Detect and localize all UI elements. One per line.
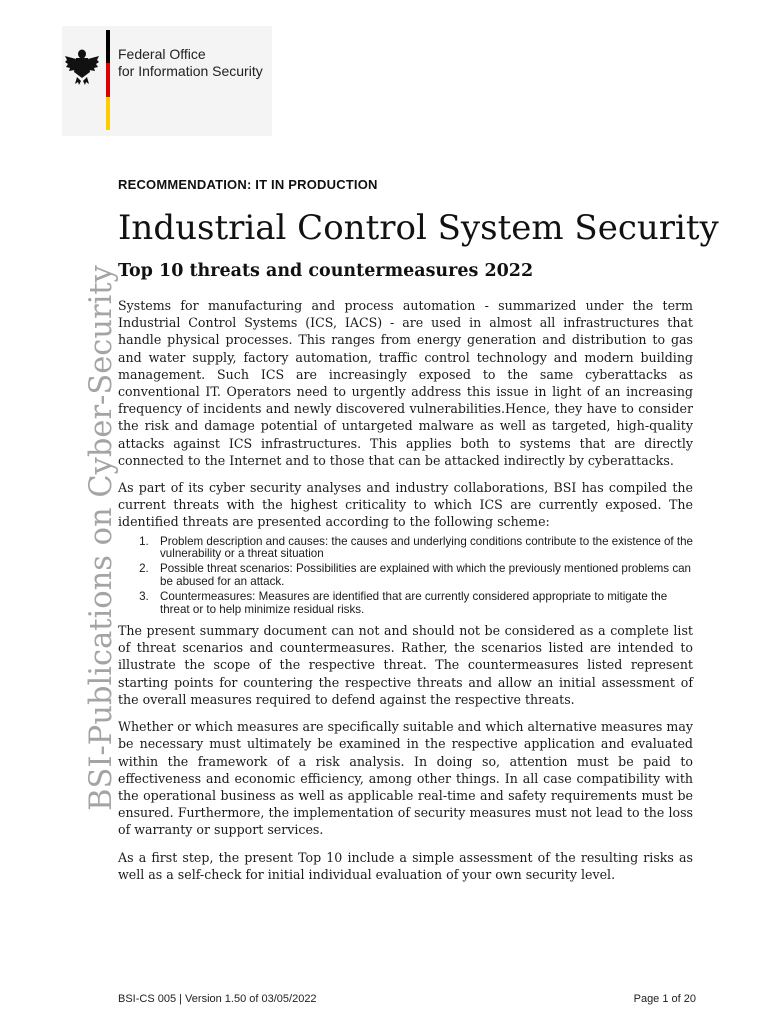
logo-line-1: Federal Office: [118, 46, 206, 62]
list-item: 2. Possible threat scenarios: Possibilities are explained with which the previously mentioned problems can be abused for an attack.: [152, 563, 693, 588]
bsi-logo: [62, 26, 272, 136]
paragraph-summary: The present summary document can not and should not be considered as a complete list of threat scenarios and countermeasures. Rather, the scenarios listed are intended to illustrate the scope of the respective threat. The countermeasures listed represent starting points for countering the respective threats and allow an initial assessment of the overall measures required to defend against the respective threats.: [118, 623, 693, 707]
document-subtitle: Top 10 threats and countermeasures 2022: [118, 261, 534, 281]
flag-stripe-red: [106, 63, 110, 96]
logo-text: [118, 46, 268, 80]
list-item: 1. Problem description and causes: the causes and underlying conditions contribute to the existence of the vulnerability or a threat situation: [152, 536, 693, 561]
paragraph-measures: Whether or which measures are specifically suitable and which alternative measures may be necessary must ultimately be examined in the respective application and evaluated within the framework of a risk analysis. In doing so, attention must be paid to effectiveness and economic efficiency, among other things. In all case compatibility with the operational business as well as applicable real-time and safety requirements must be ensured. Furthermore, the implementation of security measures must not lead to the loss of warranty or support services.: [118, 719, 693, 838]
document-body: [118, 297, 693, 893]
federal-eagle-icon: [64, 46, 100, 86]
list-item: 3. Countermeasures: Measures are identified that are currently considered appropriate to mitigate the threat or to help minimize residual risks.: [152, 591, 693, 616]
paragraph-first-step: As a first step, the present Top 10 include a simple assessment of the resulting risks as well as a self-check for initial individual evaluation of your own security level.: [118, 849, 693, 882]
german-flag-bar: [106, 30, 110, 130]
footer-document-id: BSI-CS 005 | Version 1.50 of 03/05/2022: [118, 993, 317, 1005]
paragraph-scheme: As part of its cyber security analyses and industry collaborations, BSI has compiled the current threats with the highest criticality to which ICS are currently exposed. The identified threats are presented according to the following scheme:: [118, 480, 693, 530]
document-category: RECOMMENDATION: IT IN PRODUCTION: [118, 177, 378, 192]
document-title: Industrial Control System Security: [118, 208, 719, 248]
footer-page-number: Page 1 of 20: [633, 993, 696, 1005]
scheme-list: [118, 536, 693, 616]
side-publication-title: BSI-Publications on Cyber-Security: [84, 265, 119, 811]
flag-stripe-black: [106, 30, 110, 63]
flag-stripe-gold: [106, 97, 110, 130]
logo-line-2: for Information Security: [118, 63, 263, 79]
paragraph-intro: Systems for manufacturing and process automation - summarized under the term Industrial Control Systems (ICS, IACS) - are used in almost all infrastructures that handle physical processes. This ranges from energy generation and distribution to gas and water supply, factory automation, traffic control technology and modern building management. Such ICS are increasingly exposed to the same cyberattacks as conventional IT. Operators need to urgently address this issue in light of an increasing frequency of incidents and newly discovered vulnerabilities.Hence, they have to consider the risk and damage potential of untargeted malware as well as targeted, high-quality attacks against ICS infrastructures. This applies both to systems that are directly connected to the Internet and to those that can be attacked indirectly by cyberattacks.: [118, 298, 693, 468]
